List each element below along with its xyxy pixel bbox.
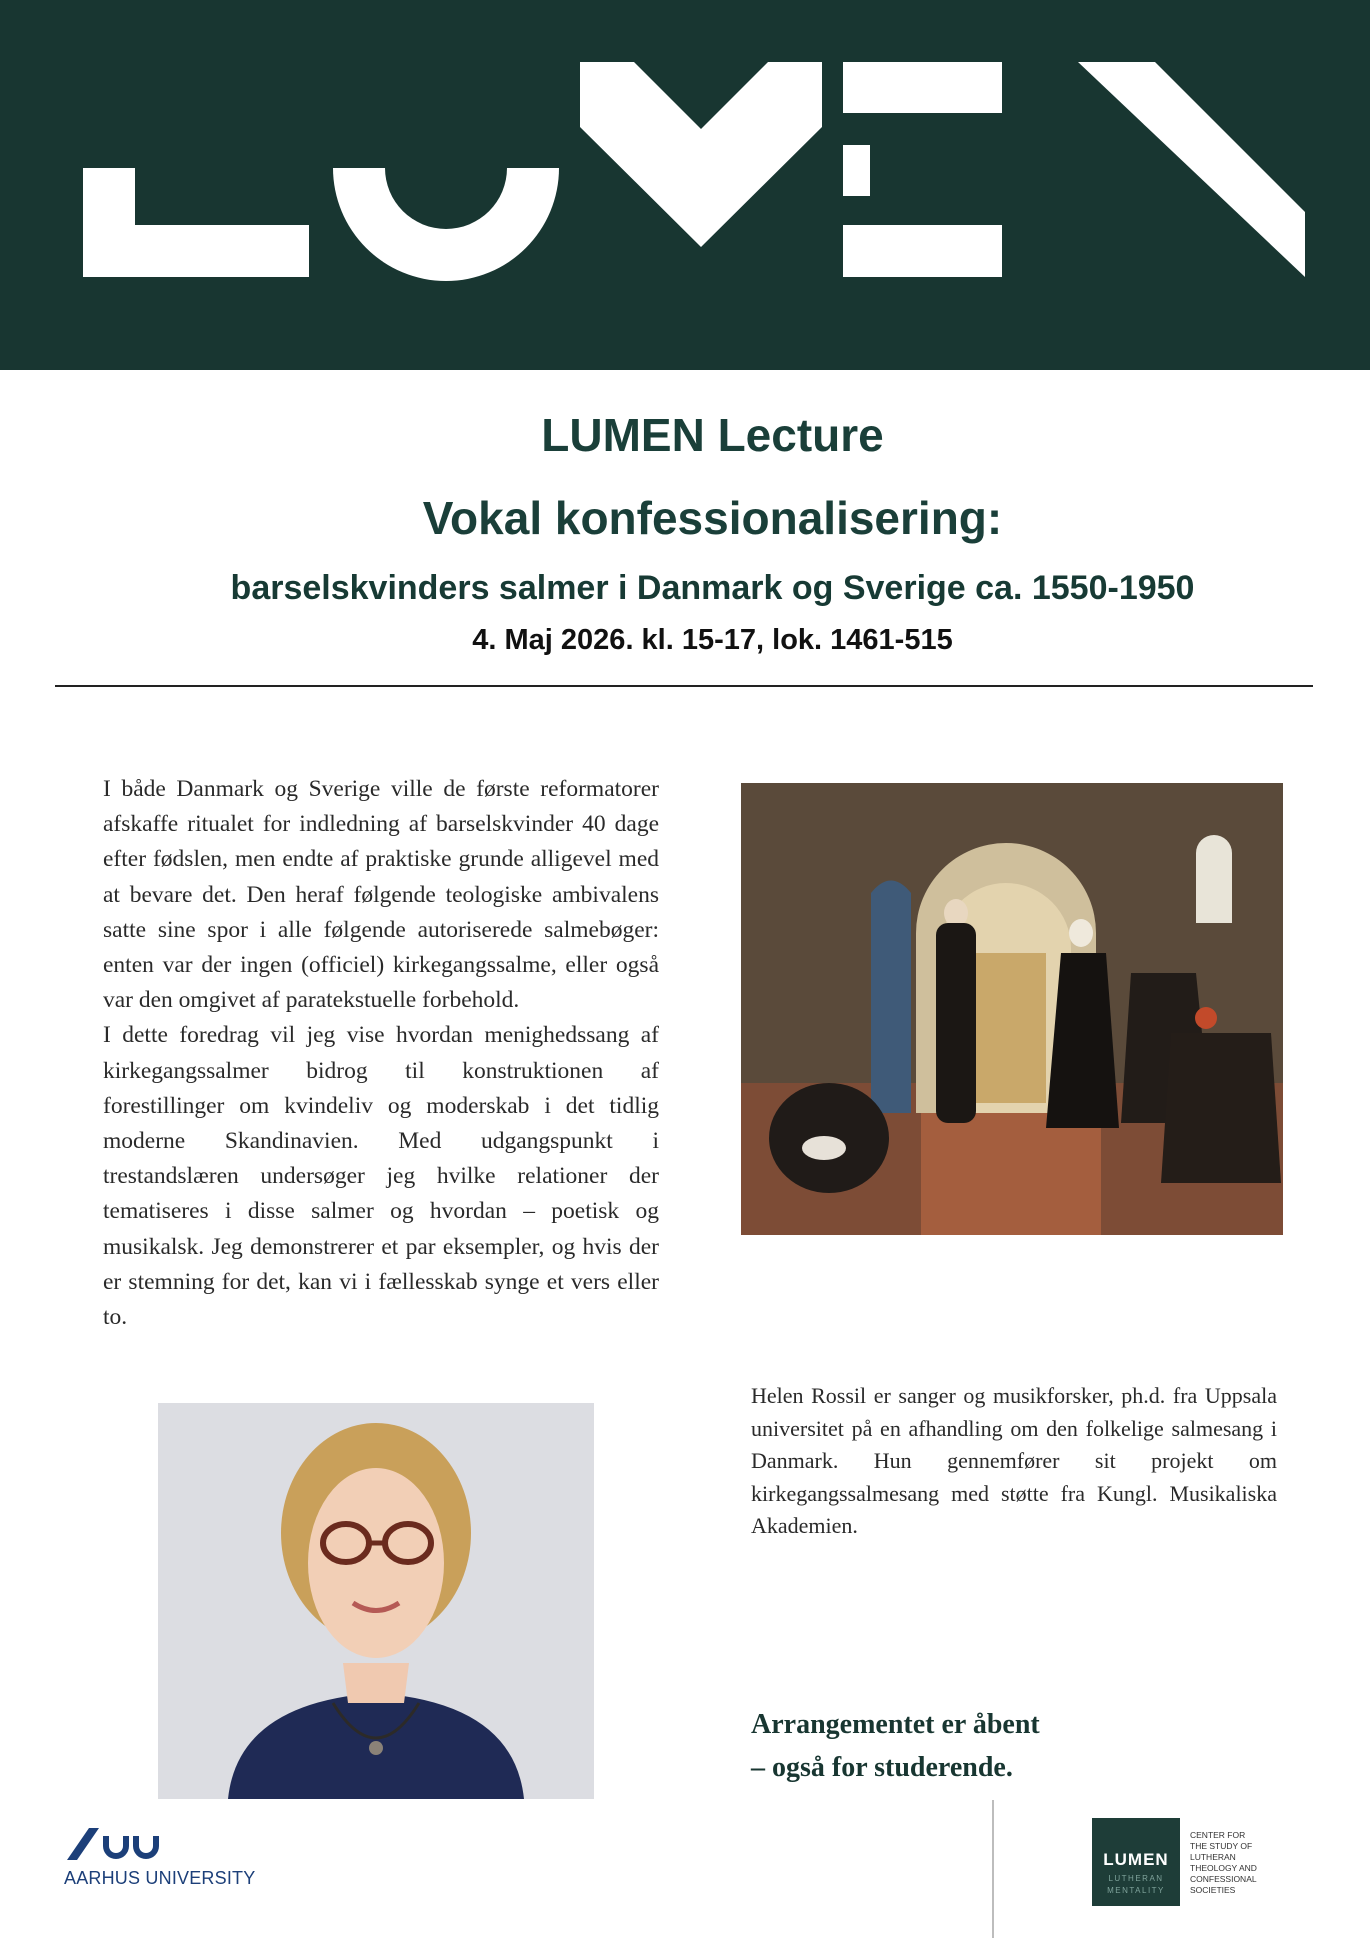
open-event-line-1: Arrangementet er åbent — [751, 1709, 1040, 1740]
lecture-abstract — [103, 772, 659, 1335]
lumen-banner — [0, 0, 1370, 370]
event-heading — [0, 400, 1370, 669]
lumen-logo-tagline-1: LUTHERAN — [1108, 1874, 1164, 1883]
lecture-title: Vokal konfessionalisering: — [422, 492, 1003, 544]
lumen-logo-tagline — [1092, 1873, 1180, 1897]
lumen-logo-word: LUMEN — [1103, 1850, 1169, 1869]
lecture-subtitle: barselskvinders salmer i Danmark og Sverige ca. 1550-1950 — [230, 569, 1195, 607]
abstract-paragraph-2: I dette foredrag vil jeg vise hvordan menighedssang af kirkegangssalmer bidrog til konstruktionen af forestillinger om kvindeliv og moderskab i det tidlig moderne Skandinavien. Med udgangspunkt i trestandslæren undersøger jeg hvilke relationer der tematiseres i disse salmer og hvordan – poetisk og musikalsk. Jeg demonstrerer et par eksempler, og hvis der er stemning for det, kan vi i fællesskab synge et vers eller to. — [103, 1022, 659, 1331]
lumen-logo-badge — [1092, 1818, 1180, 1906]
lecture-series-title: LUMEN Lecture — [541, 409, 884, 461]
lumen-desc-line: CENTER FOR — [1190, 1830, 1246, 1840]
speaker-bio: Helen Rossil er sanger og musikforsker, ph.d. fra Uppsala universitet på en afhandling om den folkelige salmesang i Danmark. Hun gennemfører sit projekt om kirkegangssalmesang med støtte fra Kungl. Musikaliska Akademien. — [751, 1383, 1277, 1538]
event-date-location: 4. Maj 2026. kl. 15-17, lok. 1461-515 — [472, 624, 953, 656]
speaker-portrait-photo — [158, 1403, 594, 1799]
lumen-desc-line: LUTHERAN — [1190, 1852, 1236, 1862]
lumen-center-description — [1190, 1830, 1290, 1896]
lumen-wordmark-logo — [0, 0, 1370, 370]
abstract-paragraph-1: I både Danmark og Sverige ville de første reformatorer afskaffe ritualet for indledning af barselskvinder 40 dage efter fødslen, men endte af praktiske grunde alligevel med at bevare det. Den heraf følgende teologiske ambivalens satte sine spor i alle følgende autoriserede salmebøger: enten var der ingen (officiel) kirkegangssalme, eller også var den omgivet af paratekstuelle forbehold. — [103, 776, 659, 1014]
lumen-desc-line: THE STUDY OF — [1190, 1841, 1253, 1851]
church-interior-painting — [741, 783, 1283, 1235]
aarhus-university-label: AARHUS UNIVERSITY — [64, 1868, 256, 1888]
open-event-notice — [751, 1703, 1271, 1789]
open-event-line-2: – også for studerende. — [751, 1752, 1013, 1783]
footer-divider — [992, 1800, 994, 1938]
divider — [55, 685, 1313, 687]
lumen-desc-line: SOCIETIES — [1190, 1885, 1236, 1895]
lumen-logo-tagline-2: MENTALITY — [1107, 1886, 1165, 1895]
lumen-desc-line: THEOLOGY AND — [1190, 1863, 1257, 1873]
lumen-desc-line: CONFESSIONAL — [1190, 1874, 1257, 1884]
